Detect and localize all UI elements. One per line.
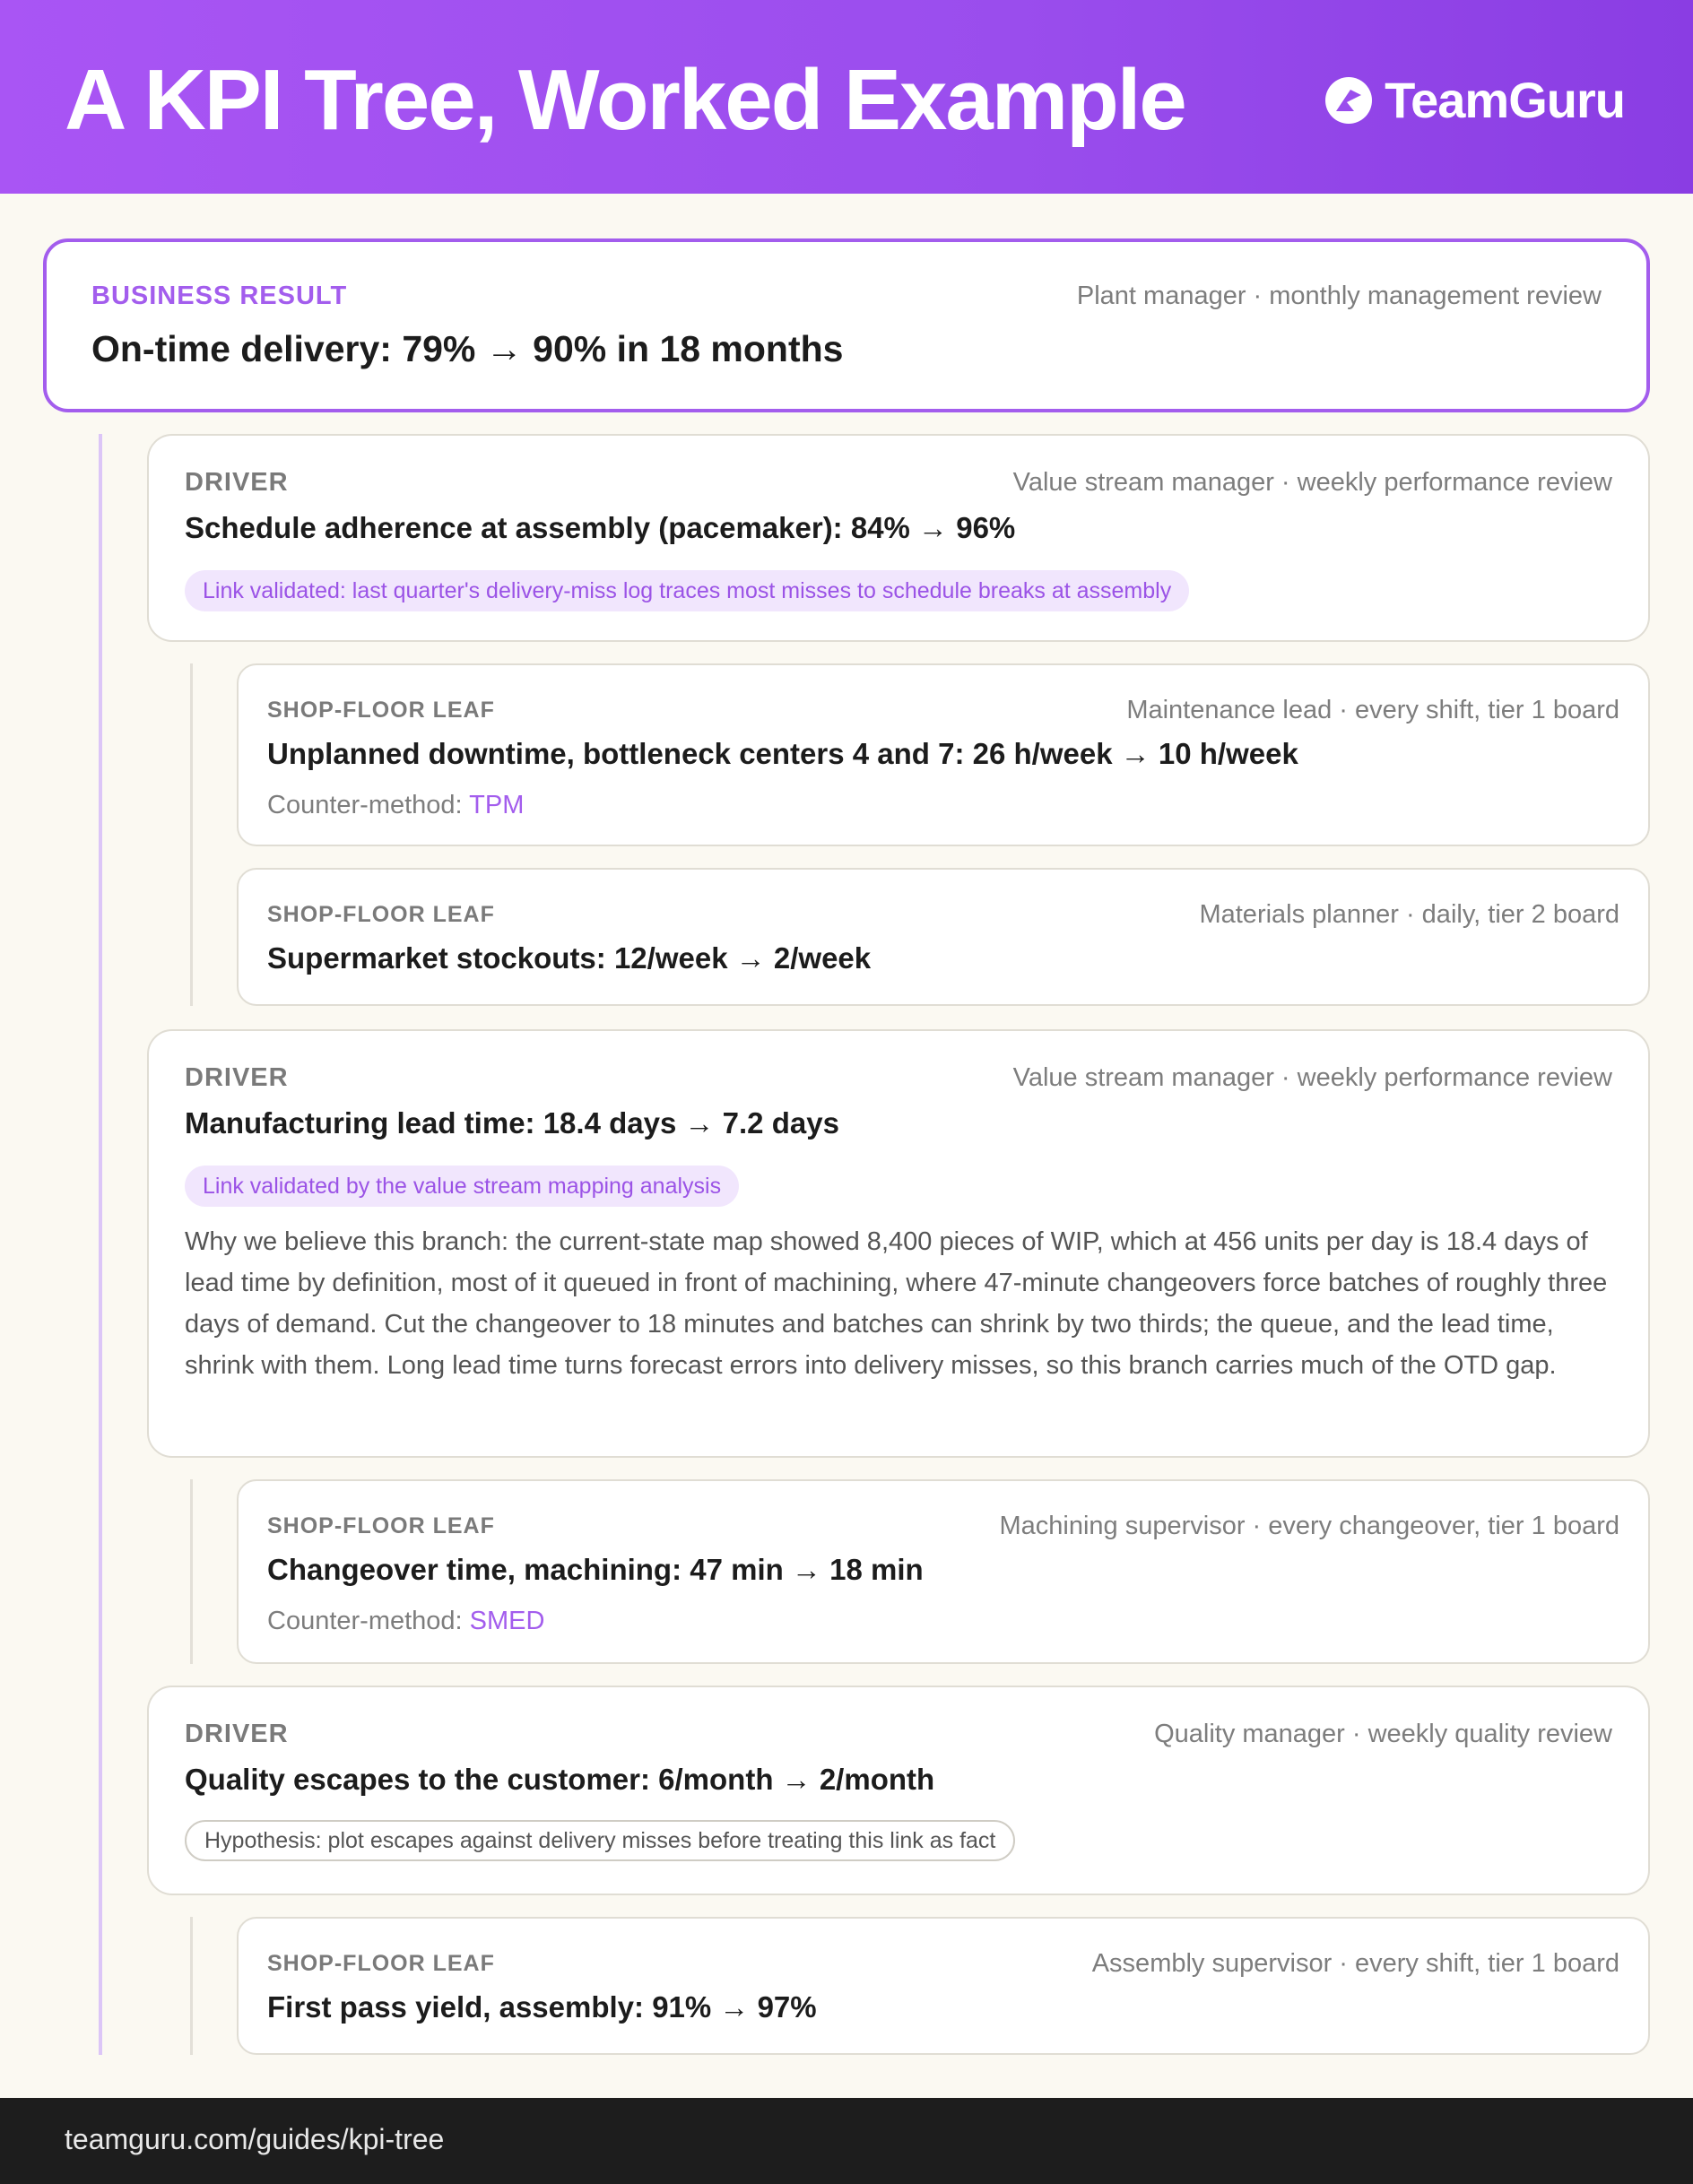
shop-floor-leaf-card: [237, 1917, 1650, 2055]
counter-method-label: Counter-method:: [267, 1607, 470, 1635]
brand-name: TeamGuru: [1385, 72, 1625, 128]
driver-card: [147, 1686, 1650, 1895]
driver-label: DRIVER: [185, 468, 289, 497]
driver-label: DRIVER: [185, 1720, 289, 1748]
leaf-metric: First pass yield, assembly: 91% → 97%: [267, 1990, 817, 2024]
footer-link[interactable]: teamguru.com/guides/kpi-tree: [65, 2123, 445, 2155]
driver-owner: Value stream manager · weekly performance review: [1012, 468, 1612, 497]
branch-rationale: Why we believe this branch: the current-state map showed 8,400 pieces of WIP, which at 456 units per day is 18.4 days of lead time by definition, most of it queued in front of machining, where 47-minute changeovers force batches of roughly three days of demand. Cut the changeover to 18 minutes and batches can shrink by two thirds; the queue, and the lead time, shrink with them. Long lead time turns forecast errors into delivery misses, so this branch carries much of the OTD gap.: [185, 1227, 1608, 1380]
driver-metric: Manufacturing lead time: 18.4 days → 7.2 days: [185, 1106, 839, 1140]
leaf-owner: Maintenance lead · every shift, tier 1 board: [1126, 696, 1619, 724]
business-result-label: BUSINESS RESULT: [91, 282, 348, 310]
business-result-metric: On-time delivery: 79% → 90% in 18 months: [91, 328, 844, 369]
leaf-metric: Unplanned downtime, bottleneck centers 4 and 7: 26 h/week → 10 h/week: [267, 737, 1298, 770]
counter-method-label: Counter-method:: [267, 791, 470, 819]
leaf-label: SHOP-FLOOR LEAF: [267, 902, 495, 927]
tree-connector-driver-3: [190, 1917, 193, 2055]
leaf-label: SHOP-FLOOR LEAF: [267, 1513, 495, 1538]
page-title: A KPI Tree, Worked Example: [65, 52, 1185, 148]
business-result-owner: Plant manager · monthly management review: [1076, 282, 1602, 310]
teamguru-logo-icon: [1324, 75, 1374, 126]
leaf-label: SHOP-FLOOR LEAF: [267, 1951, 495, 1976]
leaf-owner: Machining supervisor · every changeover, tier 1 board: [999, 1512, 1619, 1540]
leaf-label: SHOP-FLOOR LEAF: [267, 698, 495, 723]
counter-method-value[interactable]: SMED: [469, 1607, 545, 1635]
counter-method: [267, 791, 524, 820]
driver-card: [147, 1029, 1650, 1458]
counter-method: [267, 1607, 544, 1636]
shop-floor-leaf-card: [237, 663, 1650, 846]
page-footer: [0, 2098, 1693, 2184]
tree-connector-driver-1: [190, 663, 193, 1006]
validation-badge: Link validated by the value stream mapping analysis: [185, 1166, 739, 1207]
tree-connector-main: [99, 434, 102, 2055]
leaf-metric: Supermarket stockouts: 12/week → 2/week: [267, 941, 872, 975]
page-header: [0, 0, 1693, 194]
counter-method-value[interactable]: TPM: [469, 791, 525, 819]
leaf-owner: Assembly supervisor · every shift, tier 1 board: [1091, 1949, 1619, 1978]
shop-floor-leaf-card: [237, 1479, 1650, 1664]
leaf-owner: Materials planner · daily, tier 2 board: [1199, 900, 1619, 929]
brand-logo[interactable]: [1324, 72, 1625, 129]
driver-metric: Schedule adherence at assembly (pacemaker): 84% → 96%: [185, 511, 1016, 544]
hypothesis-badge: Hypothesis: plot escapes against delivery misses before treating this link as fact: [185, 1820, 1015, 1861]
shop-floor-leaf-card: [237, 868, 1650, 1006]
driver-owner: Value stream manager · weekly performance review: [1012, 1063, 1612, 1092]
driver-card: [147, 434, 1650, 642]
driver-label: DRIVER: [185, 1063, 289, 1092]
tree-connector-driver-2: [190, 1479, 193, 1664]
leaf-metric: Changeover time, machining: 47 min → 18 min: [267, 1553, 924, 1586]
driver-owner: Quality manager · weekly quality review: [1154, 1720, 1612, 1748]
driver-metric: Quality escapes to the customer: 6/month → 2/month: [185, 1763, 935, 1796]
business-result-card: [43, 238, 1650, 412]
validation-badge: Link validated: last quarter's delivery-miss log traces most misses to schedule breaks at assembly: [185, 570, 1189, 611]
